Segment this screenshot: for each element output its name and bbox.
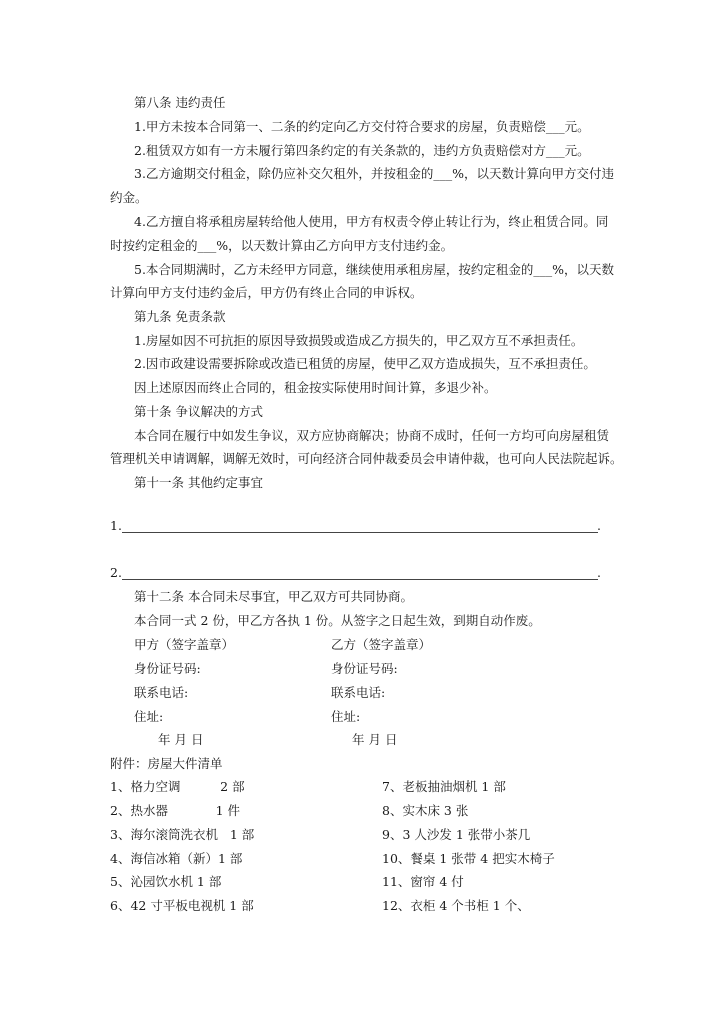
- article-9-clause-1: 1.房屋如因不可抗拒的原因导致损毁或造成乙方损失的，甲乙双方互不承担责任。: [134, 333, 584, 348]
- article-9-clause-3: 因上述原因而终止合同的，租金按实际使用时间计算，多退少补。: [134, 380, 497, 395]
- blank-line-2-number: 2.: [110, 565, 122, 580]
- appendix-item-right-5: 11、窗帘 4 付: [382, 874, 464, 889]
- article-12-text: 第十二条 本合同未尽事宜，甲乙双方可共同协商。: [134, 589, 413, 604]
- appendix-item-right-6: 12、衣柜 4 个书柜 1 个、: [382, 898, 530, 913]
- appendix-item-right-1: 7、老板抽油烟机 1 部: [382, 779, 506, 794]
- blank-line-1-rule: [122, 532, 598, 533]
- article-8-clause-4-cont: 时按约定租金的___%，以天数计算由乙方向甲方支付违约金。: [110, 238, 454, 253]
- article-10-text-cont: 管理机关申请调解，调解无效时，可向经济合同仲裁委员会申请仲裁，也可向人民法院起诉。: [110, 451, 623, 466]
- article-8-clause-5-cont: 计算向甲方支付违约金后，甲方仍有终止合同的申诉权。: [110, 285, 423, 300]
- party-b-signature-label: 乙方（签字盖章）: [331, 637, 432, 652]
- party-a-address-label: 住址:: [134, 709, 164, 724]
- article-8-clause-2: 2.租赁双方如有一方未履行第四条约定的有关条款的，违约方负责赔偿对方___元。: [134, 143, 590, 158]
- appendix-item-right-2: 8、实木床 3 张: [382, 803, 469, 818]
- article-10-text: 本合同在履行中如发生争议，双方应协商解决；协商不成时，任何一方均可向房屋租赁: [134, 428, 610, 443]
- party-a-signature-label: 甲方（签字盖章）: [134, 637, 235, 652]
- article-8-clause-3: 3.乙方逾期交付租金，除仍应补交欠租外，并按租金的___%，以天数计算向甲方交付违: [134, 166, 615, 181]
- article-8-clause-5: 5.本合同期满时，乙方未经甲方同意，继续使用承租房屋，按约定租金的___%，以天数: [134, 262, 615, 277]
- article-8-clause-3-cont: 约金。: [110, 190, 148, 205]
- appendix-item-left-5: 5、沁园饮水机 1 部: [110, 874, 222, 889]
- appendix-title: 附件：房屋大件清单: [110, 756, 223, 771]
- party-b-date: 年 月 日: [352, 732, 398, 747]
- article-9-clause-2: 2.因市政建设需要拆除或改造已租赁的房屋，使甲乙双方造成损失，互不承担责任。: [134, 356, 596, 371]
- article-10-title: 第十条 争议解决的方式: [134, 404, 263, 419]
- article-11-title: 第十一条 其他约定事宜: [134, 475, 263, 490]
- blank-line-2-rule: [122, 579, 598, 580]
- appendix-item-left-2: 2、热水器 1 件: [110, 803, 241, 818]
- article-8-clause-4: 4.乙方擅自将承租房屋转给他人使用，甲方有权责令停止转让行为，终止租赁合同。同: [134, 214, 609, 229]
- appendix-item-left-1: 1、格力空调 2 部: [110, 779, 245, 794]
- article-8-clause-1: 1.甲方未按本合同第一、二条的约定向乙方交付符合要求的房屋，负责赔偿___元。: [134, 119, 590, 134]
- article-12-copies: 本合同一式 2 份，甲乙方各执 1 份。从签字之日起生效，到期自动作废。: [134, 613, 541, 628]
- appendix-item-left-4: 4、海信冰箱（新）1 部: [110, 851, 243, 866]
- party-a-date: 年 月 日: [158, 732, 204, 747]
- party-a-id-label: 身份证号码:: [134, 661, 201, 676]
- appendix-item-left-6: 6、42 寸平板电视机 1 部: [110, 898, 254, 913]
- article-8-title: 第八条 违约责任: [134, 95, 226, 110]
- party-b-phone-label: 联系电话:: [331, 685, 386, 700]
- appendix-item-right-3: 9、3 人沙发 1 张带小茶几: [382, 827, 531, 842]
- party-b-address-label: 住址:: [331, 709, 361, 724]
- party-b-id-label: 身份证号码:: [331, 661, 398, 676]
- appendix-item-right-4: 10、餐桌 1 张带 4 把实木椅子: [382, 851, 555, 866]
- blank-line-1-dot: .: [597, 518, 601, 533]
- party-a-phone-label: 联系电话:: [134, 685, 189, 700]
- appendix-item-left-3: 3、海尔滚筒洗衣机 1 部: [110, 827, 255, 842]
- blank-line-1-number: 1.: [110, 518, 122, 533]
- article-9-title: 第九条 免责条款: [134, 309, 226, 324]
- blank-line-2-dot: .: [597, 565, 601, 580]
